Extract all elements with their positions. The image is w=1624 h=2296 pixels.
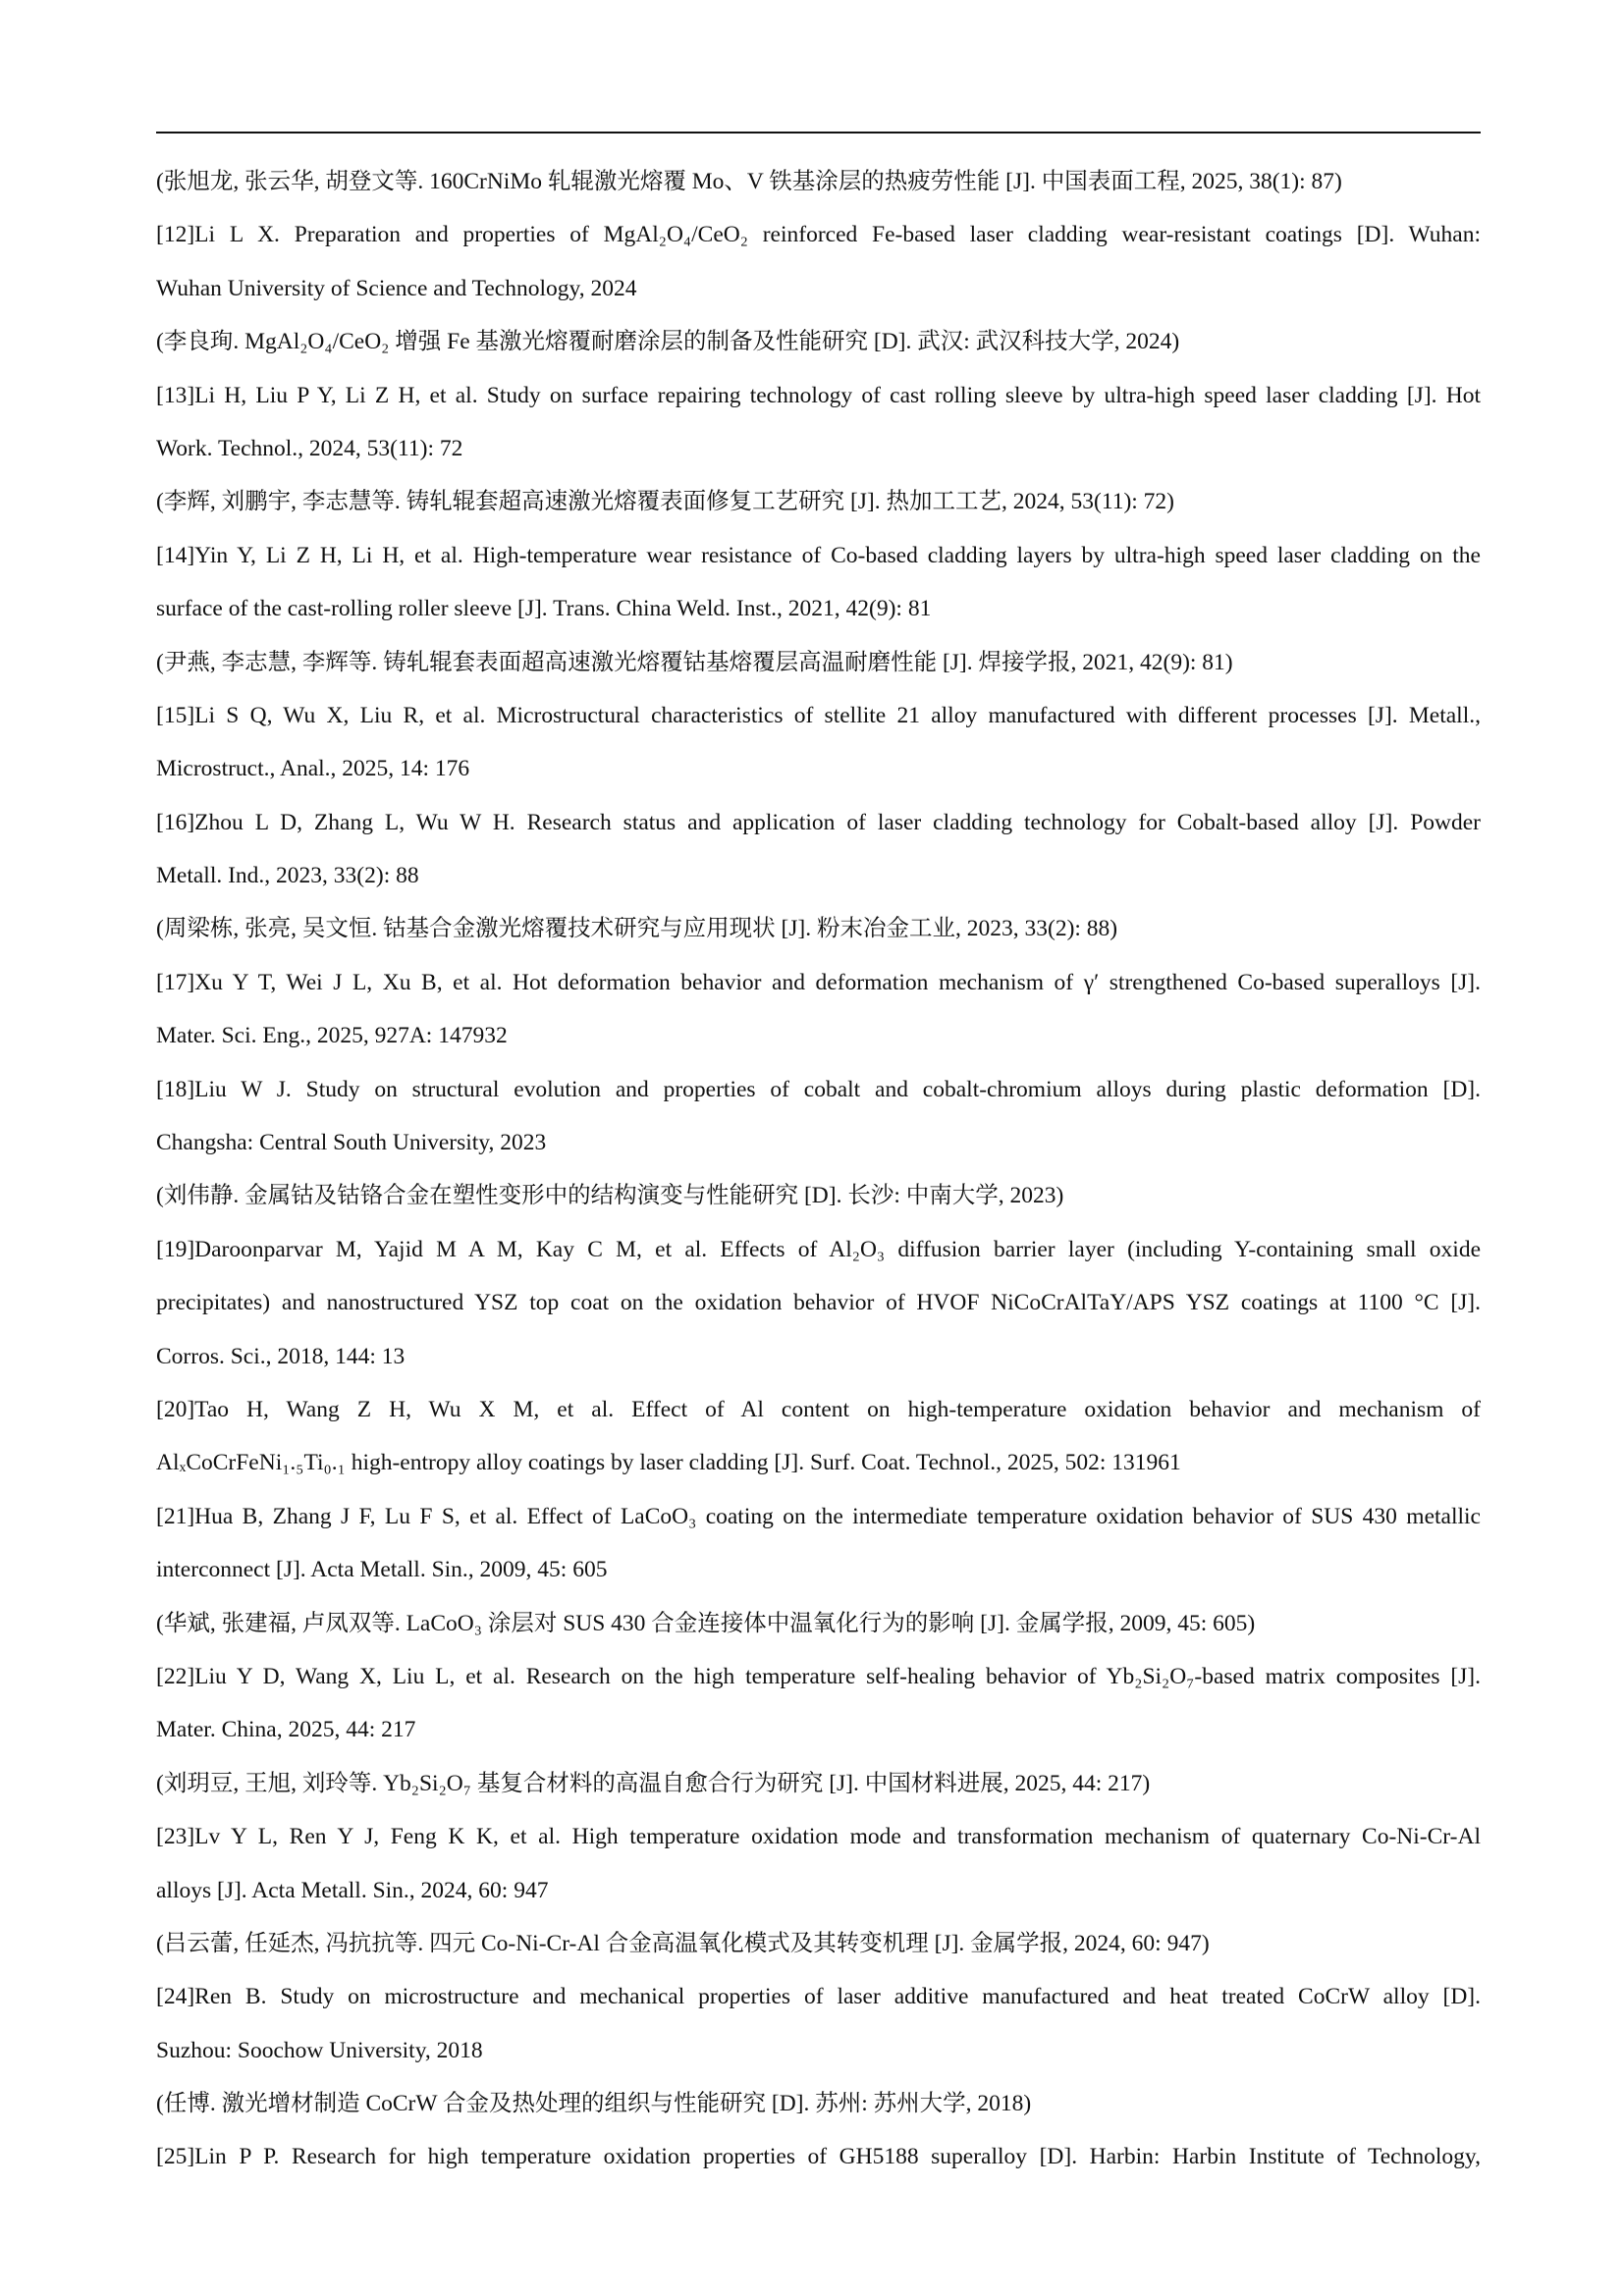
reference-line: [20]Tao H, Wang Z H, Wu X M, et al. Effect of Al content on high-temperature oxidation behavior and mechanism of: [156, 1396, 1481, 1422]
reference-line: (华斌, 张建福, 卢凤双等. LaCoO₃ 涂层对 SUS 430 合金连接体中温氧化行为的影响 [J]. 金属学报, 2009, 45: 605): [156, 1610, 1256, 1636]
reference-line: [21]Hua B, Zhang J F, Lu F S, et al. Effect of LaCoO₃ coating on the intermediate temperature oxidation behavior of SUS 430 metallic: [156, 1503, 1481, 1529]
reference-line: alloys [J]. Acta Metall. Sin., 2024, 60: 947: [156, 1877, 549, 1903]
reference-line: [25]Lin P P. Research for high temperature oxidation properties of GH5188 superalloy [D]. Harbin: Harbin Institute of Technology,: [156, 2144, 1481, 2170]
reference-line: Changsha: Central South University, 2023: [156, 1130, 547, 1156]
reference-line: [12]Li L X. Preparation and properties of MgAl₂O₄/CeO₂ reinforced Fe-based laser cladding wear-resistant coatings [D]. Wuhan:: [156, 222, 1481, 248]
reference-line: [22]Liu Y D, Wang X, Liu L, et al. Research on the high temperature self-healing behavior of Yb₂Si₂O₇-based matrix composites [J].: [156, 1663, 1481, 1689]
reference-line: precipitates) and nanostructured YSZ top coat on the oxidation behavior of HVOF NiCoCrAlTaY/APS YSZ coatings at 1100 °C [J].: [156, 1290, 1481, 1316]
reference-line: (周梁栋, 张亮, 吴文恒. 钴基合金激光熔覆技术研究与应用现状 [J]. 粉末冶金工业, 2023, 33(2): 88): [156, 916, 1118, 942]
reference-line: [19]Daroonparvar M, Yajid M A M, Kay C M, et al. Effects of Al₂O₃ diffusion barrier layer (including Y-containing small oxide: [156, 1236, 1481, 1262]
reference-line: [17]Xu Y T, Wei J L, Xu B, et al. Hot deformation behavior and deformation mechanism of γ′ strengthened Co-based superalloys [J].: [156, 969, 1481, 995]
reference-line: (刘玥豆, 王旭, 刘玲等. Yb₂Si₂O₇ 基复合材料的高温自愈合行为研究 [J]. 中国材料进展, 2025, 44: 217): [156, 1770, 1151, 1796]
reference-line: Suzhou: Soochow University, 2018: [156, 2037, 483, 2063]
reference-line: [14]Yin Y, Li Z H, Li H, et al. High-temperature wear resistance of Co-based cladding layers by ultra-high speed laser cladding on the: [156, 542, 1481, 568]
reference-line: (任博. 激光增材制造 CoCrW 合金及热处理的组织与性能研究 [D]. 苏州: 苏州大学, 2018): [156, 2091, 1032, 2117]
reference-line: [24]Ren B. Study on microstructure and mechanical properties of laser additive manufactured and heat treated CoCrW alloy [D].: [156, 1984, 1481, 2010]
reference-line: Corros. Sci., 2018, 144: 13: [156, 1343, 406, 1369]
reference-line: Microstruct., Anal., 2025, 14: 176: [156, 756, 470, 782]
header-rule: [156, 132, 1481, 133]
reference-line: AlₓCoCrFeNi₁.₅Ti₀.₁ high-entropy alloy coatings by laser cladding [J]. Surf. Coat. Technol., 2025, 502: 131961: [156, 1450, 1181, 1476]
reference-line: surface of the cast-rolling roller sleeve [J]. Trans. China Weld. Inst., 2021, 42(9): 81: [156, 596, 932, 622]
reference-line: (刘伟静. 金属钴及钴铬合金在塑性变形中的结构演变与性能研究 [D]. 长沙: 中南大学, 2023): [156, 1183, 1064, 1209]
reference-line: Mater. China, 2025, 44: 217: [156, 1717, 416, 1743]
reference-line: Wuhan University of Science and Technology, 2024: [156, 275, 637, 301]
reference-list: [156, 155, 1481, 2184]
reference-line: Metall. Ind., 2023, 33(2): 88: [156, 863, 419, 889]
reference-line: [18]Liu W J. Study on structural evolution and properties of cobalt and cobalt-chromium alloys during plastic deformation [D].: [156, 1076, 1481, 1102]
reference-line: (李良珣. MgAl₂O₄/CeO₂ 增强 Fe 基激光熔覆耐磨涂层的制备及性能研究 [D]. 武汉: 武汉科技大学, 2024): [156, 329, 1180, 355]
reference-line: (李辉, 刘鹏宇, 李志慧等. 铸轧辊套超高速激光熔覆表面修复工艺研究 [J]. 热加工工艺, 2024, 53(11): 72): [156, 489, 1175, 515]
reference-line: (吕云蕾, 任延杰, 冯抗抗等. 四元 Co-Ni-Cr-Al 合金高温氧化模式及其转变机理 [J]. 金属学报, 2024, 60: 947): [156, 1930, 1210, 1956]
reference-line: interconnect [J]. Acta Metall. Sin., 2009, 45: 605: [156, 1557, 608, 1583]
reference-line: (尹燕, 李志慧, 李辉等. 铸轧辊套表面超高速激光熔覆钴基熔覆层高温耐磨性能 [J]. 焊接学报, 2021, 42(9): 81): [156, 649, 1233, 675]
reference-line: Work. Technol., 2024, 53(11): 72: [156, 435, 463, 461]
reference-line: [16]Zhou L D, Zhang L, Wu W H. Research status and application of laser cladding technology for Cobalt-based alloy [J]. Powder: [156, 809, 1481, 835]
reference-line: [15]Li S Q, Wu X, Liu R, et al. Microstructural characteristics of stellite 21 alloy manufactured with different processes [J]. Metall.,: [156, 702, 1481, 728]
reference-line: Mater. Sci. Eng., 2025, 927A: 147932: [156, 1023, 508, 1049]
reference-line: (张旭龙, 张云华, 胡登文等. 160CrNiMo 轧辊激光熔覆 Mo、V 铁基涂层的热疲劳性能 [J]. 中国表面工程, 2025, 38(1): 87): [156, 169, 1342, 194]
reference-line: [23]Lv Y L, Ren Y J, Feng K K, et al. High temperature oxidation mode and transformation mechanism of quaternary Co-Ni-Cr-Al: [156, 1824, 1481, 1850]
reference-line: [13]Li H, Liu P Y, Li Z H, et al. Study on surface repairing technology of cast rolling sleeve by ultra-high speed laser cladding [J]. Hot: [156, 382, 1481, 408]
